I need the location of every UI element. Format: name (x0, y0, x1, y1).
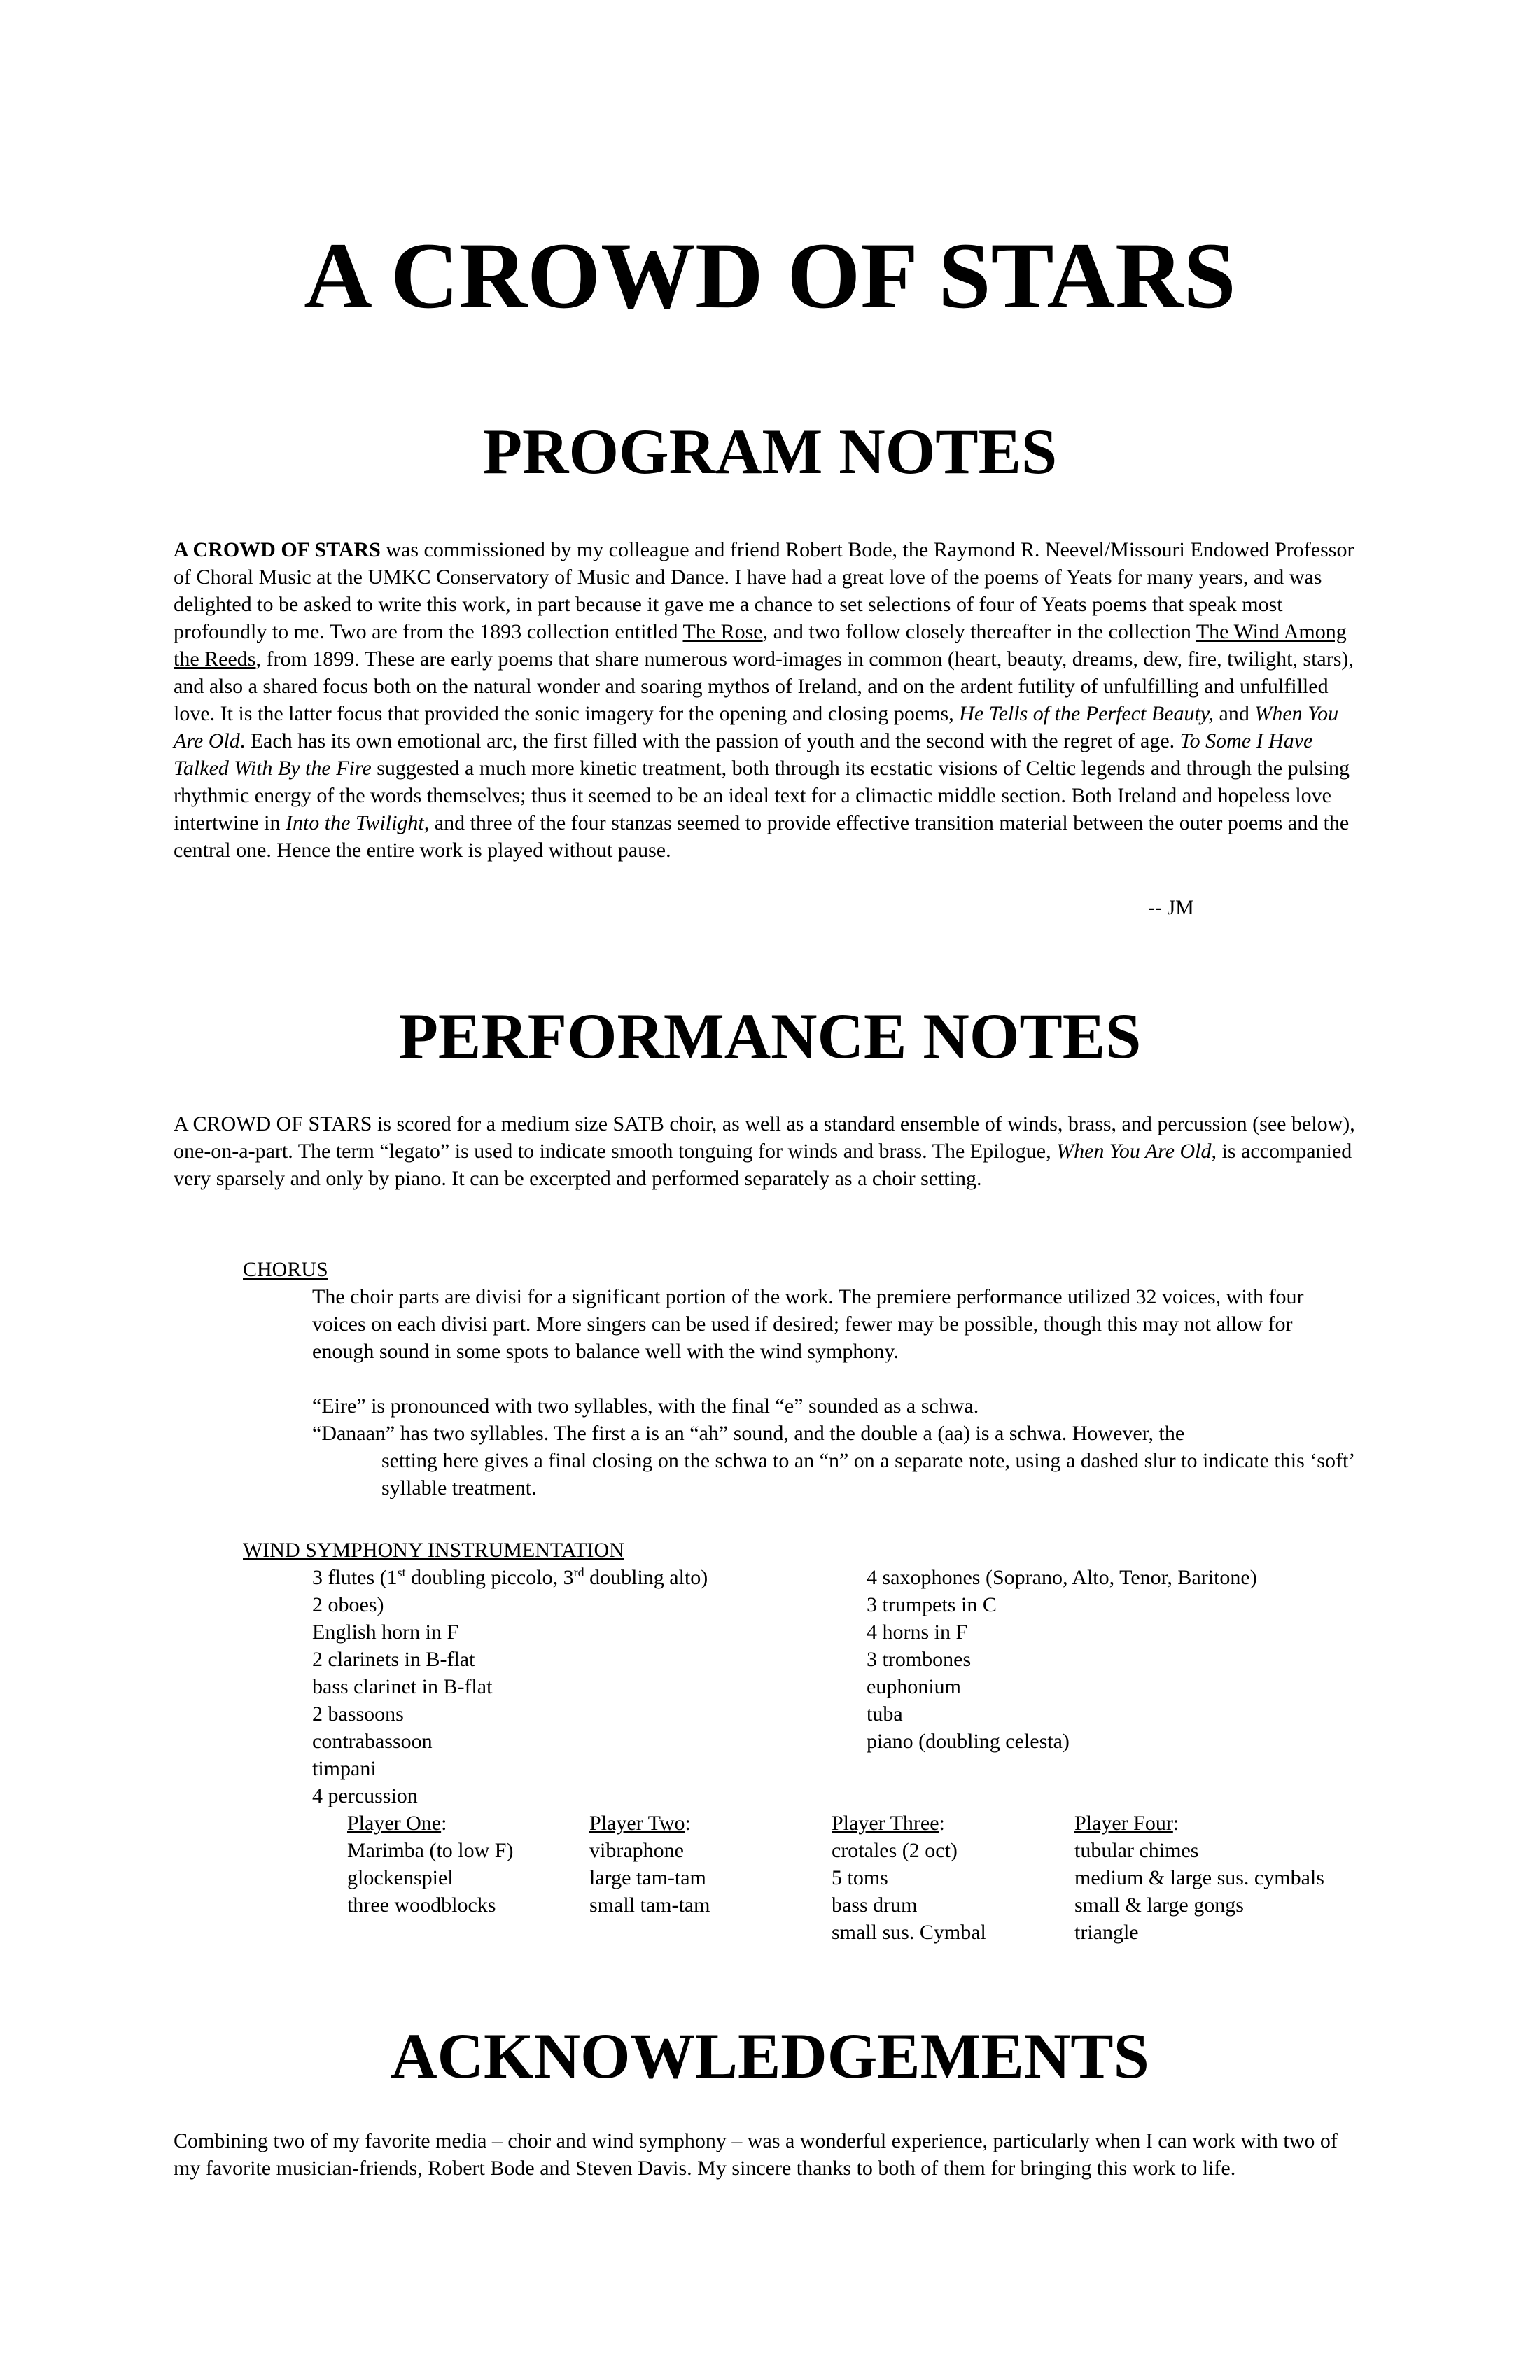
flutes-line: 3 flutes (1st doubling piccolo, 3rd doubling alto) (312, 1565, 708, 1589)
acknowledgements-text: Combining two of my favorite media – choir and wind symphony – was a wonderful experience, particularly when I can work with two of my favorite musician-friends, Robert Bode and Steven Davis. My sincere thanks to both of them for bringing this work to life. (174, 2129, 1338, 2180)
instrumentation-heading: WIND SYMPHONY INSTRUMENTATION (243, 1539, 624, 1562)
player-heading: Player Three (832, 1812, 939, 1835)
document-title: A CROWD OF STARS (304, 224, 1236, 328)
performance-notes-text: A CROWD OF STARS is scored for a medium size SATB choir, as well as a standard ensemble of winds, brass, and percussion (see below), one-on-a-part. The term “legato” is used to indicate smooth tonguing for winds and brass. The Epilogue, When You Are Old, is accompanied very sparsely and only by piano. It can be excerpted and performed separately as a choir setting. (174, 1112, 1355, 1190)
player-heading: Player One (347, 1812, 442, 1835)
list-item: small sus. Cymbal (832, 1921, 986, 1944)
player-four-column: Player Four: tubular chimes medium & large sus. cymbals small & large gongs triangle (1074, 1809, 1324, 1946)
list-item: 2 bassoons (312, 1702, 404, 1726)
program-notes-heading: PROGRAM NOTES (482, 416, 1058, 487)
list-item: 5 toms (832, 1866, 888, 1889)
list-item: bass drum (832, 1893, 918, 1917)
poem-title: He Tells of the Perfect Beauty, (959, 702, 1214, 725)
player-two-column: Player Two: vibraphone large tam-tam small tam-tam (589, 1809, 710, 1919)
danaan-note: “Danaan” has two syllables. The first a is an “ah” sound, and the double a (aa) is a schwa. However, the setting here gives a final closing on the schwa to an “n” on a separate note, using a dashed slur to indicate this ‘soft’ syllable treatment. (312, 1422, 1354, 1499)
collection-title: The Rose (682, 620, 763, 643)
list-item: small & large gongs (1074, 1893, 1244, 1917)
program-notes-text: A CROWD OF STARS was commissioned by my colleague and friend Robert Bode, the Raymond R. Neevel/Missouri Endowed Professor of Choral Music at the UMKC Conservatory of Music and Dance. I have had a great love of the poems of Yeats for many years, and was delighted to be asked to write this work, in part because it gave me a chance to set selections of four of Yeats poems that speak most profoundly to me. Two are from the 1893 collection entitled The Rose, and two follow closely thereafter in the collection The Wind Among the Reeds, from 1899. These are early poems that share numerous word-images in common (heart, beauty, dreams, dew, fire, twilight, stars), and also a shared focus both on the natural wonder and soaring mythos of Ireland, and on the ardent futility of unfulfilling and unfulfilled love. It is the latter focus that provided the sonic imagery for the opening and closing poems, He Tells of the Perfect Beauty, and When You Are Old. Each has its own emotional arc, the first filled with the passion of youth and the second with the regret of age. To Some I Have Talked With By the Fire suggested a much more kinetic treatment, both through its ecstatic visions of Celtic legends and through the pulsing rhythmic energy of the words themselves; thus it seemed to be an ideal text for a climactic middle section. Both Ireland and hopeless love intertwine in Into the Twilight, and three of the four stanzas seemed to provide effective transition material between the outer poems and the central one. Hence the entire work is played without pause. (174, 538, 1354, 862)
chorus-text: The choir parts are divisi for a significant portion of the work. The premiere performance utilized 32 voices, with four voices on each divisi part. More singers can be used if desired; fewer may be possible, though this may not allow for enough sound in some spots to balance well with the wind symphony. (312, 1285, 1304, 1363)
player-one-column: Player One: Marimba (to low F) glockenspiel three woodblocks (347, 1809, 513, 1919)
list-item: timpani (312, 1757, 377, 1780)
list-item: small tam-tam (589, 1893, 710, 1917)
list-item: glockenspiel (347, 1866, 454, 1889)
list-item: three woodblocks (347, 1893, 496, 1917)
poem-title: To Some I Have Talked With By the Fire (174, 729, 1313, 780)
list-item: vibraphone (589, 1839, 684, 1862)
acknowledgements-heading: ACKNOWLEDGEMENTS (391, 2020, 1149, 2092)
list-item: 4 percussion (312, 1784, 418, 1807)
list-item: large tam-tam (589, 1866, 706, 1889)
chorus-heading: CHORUS (243, 1258, 328, 1281)
list-item: 2 oboes) (312, 1593, 384, 1616)
poem-title: Into the Twilight, (285, 811, 430, 834)
player-heading: Player Two (589, 1812, 685, 1835)
list-item: 4 horns in F (867, 1620, 968, 1644)
player-heading: Player Four (1074, 1812, 1173, 1835)
instrument-list-right (867, 1564, 1257, 1755)
player-three-column: Player Three: crotales (2 oct) 5 toms bass drum small sus. Cymbal (832, 1809, 986, 1946)
list-item: tubular chimes (1074, 1839, 1199, 1862)
list-item: piano (doubling celesta) (867, 1730, 1070, 1753)
list-item: 4 saxophones (Soprano, Alto, Tenor, Baritone) (867, 1566, 1257, 1589)
list-item: contrabassoon (312, 1730, 433, 1753)
list-item: bass clarinet in B-flat (312, 1675, 493, 1698)
program-lead: A CROWD OF STARS (174, 538, 381, 561)
instrument-list-left (312, 1591, 492, 1809)
list-item: Marimba (to low F) (347, 1839, 514, 1862)
list-item: crotales (2 oct) (832, 1839, 958, 1862)
list-item: tuba (867, 1702, 903, 1726)
collection-title: The Wind Among the Reeds (174, 620, 1347, 671)
list-item: medium & large sus. cymbals (1074, 1866, 1324, 1889)
list-item: 3 trumpets in C (867, 1593, 997, 1616)
signature: -- JM (1148, 896, 1194, 919)
list-item: English horn in F (312, 1620, 459, 1644)
list-item: euphonium (867, 1675, 961, 1698)
list-item: 3 trombones (867, 1648, 972, 1671)
poem-title: When You Are Old (174, 702, 1339, 752)
list-item: triangle (1074, 1921, 1139, 1944)
eire-note: “Eire” is pronounced with two syllables, with the final “e” sounded as a schwa. (312, 1394, 979, 1418)
list-item: 2 clarinets in B-flat (312, 1648, 475, 1671)
performance-notes-heading: PERFORMANCE NOTES (398, 1000, 1142, 1072)
poem-title: When You Are Old, (1056, 1140, 1217, 1163)
